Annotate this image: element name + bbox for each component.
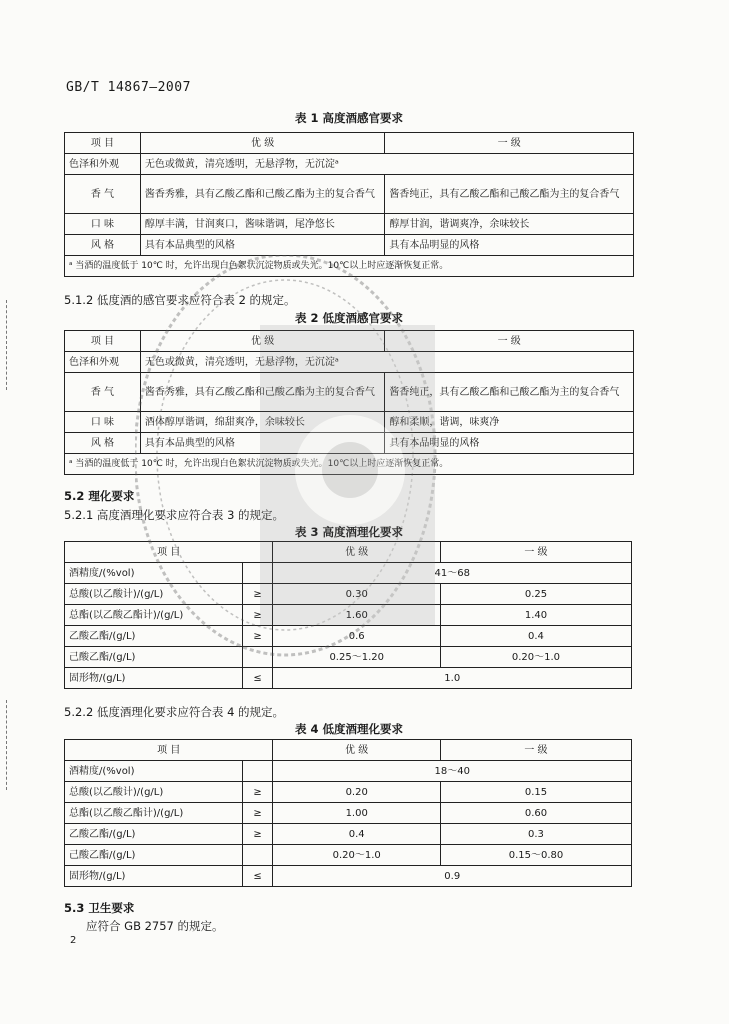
- cell-symbol: ≥: [242, 782, 273, 803]
- header-item: 项 目: [65, 542, 273, 563]
- cell-item: 乙酸乙酯/(g/L): [65, 626, 243, 647]
- cell-item: 总酸(以乙酸计)/(g/L): [65, 782, 243, 803]
- header-item: 项 目: [65, 331, 141, 352]
- table-row: [65, 373, 634, 412]
- section-5-2-2: 5.2.2 低度酒理化要求应符合表 4 的规定。: [64, 705, 285, 719]
- cell-item: 口 味: [65, 412, 141, 433]
- cell-item: 色泽和外观: [65, 352, 141, 373]
- table-row: [65, 433, 634, 454]
- cell-first: 0.25: [440, 584, 631, 605]
- cell-merged: 1.0: [273, 668, 632, 689]
- cell-excellent: 具有本品典型的风格: [140, 235, 385, 256]
- cell-excellent: 0.25～1.20: [273, 647, 440, 668]
- section-5-1-2: 5.1.2 低度酒的感官要求应符合表 2 的规定。: [64, 293, 296, 307]
- cell-symbol: ≥: [242, 605, 273, 626]
- cell-first: 醇厚甘润，谐调爽净，余味较长: [385, 214, 634, 235]
- cell-excellent: 0.20: [273, 782, 440, 803]
- cell-excellent: 0.4: [273, 824, 440, 845]
- cell-first: 0.3: [440, 824, 631, 845]
- cell-item: 酒精度/(%vol): [65, 563, 243, 584]
- table-row: [65, 824, 632, 845]
- cell-first: 酱香纯正，具有乙酸乙酯和己酸乙酯为主的复合香气: [385, 175, 634, 214]
- binding-mark: [6, 300, 8, 390]
- cell-merged: 0.9: [273, 866, 632, 887]
- table1-sensory-high: [64, 132, 634, 277]
- table-row: [65, 668, 632, 689]
- cell-item: 己酸乙酯/(g/L): [65, 647, 243, 668]
- header-excellent: 优 级: [140, 133, 385, 154]
- table4-caption: 表 4 低度酒理化要求: [294, 722, 403, 736]
- table-row: [65, 563, 632, 584]
- section-5-2: 5.2 理化要求: [64, 489, 135, 503]
- cell-excellent: 酒体醇厚谐调，绵甜爽净，余味较长: [140, 412, 385, 433]
- cell-symbol: [242, 761, 273, 782]
- cell-symbol: ≥: [242, 584, 273, 605]
- cell-item: 己酸乙酯/(g/L): [65, 845, 243, 866]
- cell-item: 风 格: [65, 235, 141, 256]
- table-header-row: [65, 133, 634, 154]
- cell-item: 口 味: [65, 214, 141, 235]
- header-excellent: 优 级: [273, 740, 440, 761]
- cell-symbol: ≥: [242, 803, 273, 824]
- table1-footnote: ᵃ 当酒的温度低于 10℃ 时，允许出现白色絮状沉淀物质或失光。10℃以上时应逐渐恢复正常。: [65, 256, 634, 277]
- cell-first: 0.15～0.80: [440, 845, 631, 866]
- table-header-row: [65, 740, 632, 761]
- cell-merged: 41～68: [273, 563, 632, 584]
- cell-item: 总酸(以乙酸计)/(g/L): [65, 584, 243, 605]
- cell-symbol: [242, 563, 273, 584]
- cell-merged: 无色或微黄，清亮透明，无悬浮物，无沉淀ᵃ: [140, 154, 633, 175]
- section-5-3-text: 应符合 GB 2757 的规定。: [86, 919, 224, 933]
- table-row: [65, 803, 632, 824]
- table-row: [65, 647, 632, 668]
- table-note-row: [65, 454, 634, 475]
- cell-excellent: 0.6: [273, 626, 440, 647]
- cell-first: 酱香纯正，具有乙酸乙酯和己酸乙酯为主的复合香气: [385, 373, 634, 412]
- cell-item: 风 格: [65, 433, 141, 454]
- table-row: [65, 605, 632, 626]
- header-excellent: 优 级: [140, 331, 385, 352]
- table-row: [65, 235, 634, 256]
- cell-first: 0.20～1.0: [440, 647, 631, 668]
- cell-item: 固形物/(g/L): [65, 668, 243, 689]
- table-row: [65, 782, 632, 803]
- standard-number-header: GB/T 14867—2007: [66, 80, 191, 95]
- header-item: 项 目: [65, 740, 273, 761]
- table-row: [65, 214, 634, 235]
- cell-excellent: 酱香秀雅，具有乙酸乙酯和己酸乙酯为主的复合香气: [140, 373, 385, 412]
- cell-first: 0.60: [440, 803, 631, 824]
- header-first: 一 级: [440, 542, 631, 563]
- table-row: [65, 866, 632, 887]
- header-item: 项 目: [65, 133, 141, 154]
- table2-caption: 表 2 低度酒感官要求: [294, 311, 403, 325]
- section-5-2-1: 5.2.1 高度酒理化要求应符合表 3 的规定。: [64, 508, 285, 522]
- page-number: 2: [70, 935, 77, 946]
- cell-symbol: ≥: [242, 626, 273, 647]
- table-row: [65, 175, 634, 214]
- cell-first: 0.4: [440, 626, 631, 647]
- cell-item: 乙酸乙酯/(g/L): [65, 824, 243, 845]
- header-first: 一 级: [385, 331, 634, 352]
- cell-excellent: 0.30: [273, 584, 440, 605]
- cell-first: 具有本品明显的风格: [385, 433, 634, 454]
- cell-first: 具有本品明显的风格: [385, 235, 634, 256]
- cell-symbol: [242, 647, 273, 668]
- cell-excellent: 0.20～1.0: [273, 845, 440, 866]
- cell-item: 香 气: [65, 373, 141, 412]
- table-header-row: [65, 542, 632, 563]
- table2-sensory-low: [64, 330, 634, 475]
- binding-mark: [6, 700, 8, 790]
- cell-symbol: ≥: [242, 824, 273, 845]
- table2-footnote: ᵃ 当酒的温度低于 10℃ 时，允许出现白色絮状沉淀物质或失光。10℃以上时应逐渐恢复正常。: [65, 454, 634, 475]
- cell-merged: 无色或微黄，清亮透明，无悬浮物，无沉淀ᵃ: [140, 352, 633, 373]
- table-row: [65, 584, 632, 605]
- table-row: [65, 352, 634, 373]
- table-row: [65, 626, 632, 647]
- cell-excellent: 1.00: [273, 803, 440, 824]
- cell-symbol: ≤: [242, 668, 273, 689]
- cell-item: 香 气: [65, 175, 141, 214]
- cell-item: 酒精度/(%vol): [65, 761, 243, 782]
- cell-excellent: 酱香秀雅，具有乙酸乙酯和己酸乙酯为主的复合香气: [140, 175, 385, 214]
- cell-excellent: 醇厚丰满，甘润爽口，酱味谐调，尾净悠长: [140, 214, 385, 235]
- cell-item: 总酯(以乙酸乙酯计)/(g/L): [65, 605, 243, 626]
- table-row: [65, 412, 634, 433]
- header-excellent: 优 级: [273, 542, 440, 563]
- cell-item: 色泽和外观: [65, 154, 141, 175]
- cell-excellent: 1.60: [273, 605, 440, 626]
- cell-item: 固形物/(g/L): [65, 866, 243, 887]
- cell-symbol: ≤: [242, 866, 273, 887]
- cell-first: 0.15: [440, 782, 631, 803]
- table-row: [65, 154, 634, 175]
- cell-merged: 18～40: [273, 761, 632, 782]
- table-note-row: [65, 256, 634, 277]
- cell-first: 1.40: [440, 605, 631, 626]
- header-first: 一 级: [385, 133, 634, 154]
- cell-item: 总酯(以乙酸乙酯计)/(g/L): [65, 803, 243, 824]
- cell-excellent: 具有本品典型的风格: [140, 433, 385, 454]
- table3-caption: 表 3 高度酒理化要求: [294, 525, 403, 539]
- table3-physchem-high: [64, 541, 632, 689]
- table-row: [65, 845, 632, 866]
- table1-caption: 表 1 高度酒感官要求: [294, 111, 403, 125]
- section-5-3: 5.3 卫生要求: [64, 901, 135, 915]
- cell-symbol: [242, 845, 273, 866]
- cell-first: 醇和柔顺，谐调，味爽净: [385, 412, 634, 433]
- header-first: 一 级: [440, 740, 631, 761]
- table-row: [65, 761, 632, 782]
- table4-physchem-low: [64, 739, 632, 887]
- table-header-row: [65, 331, 634, 352]
